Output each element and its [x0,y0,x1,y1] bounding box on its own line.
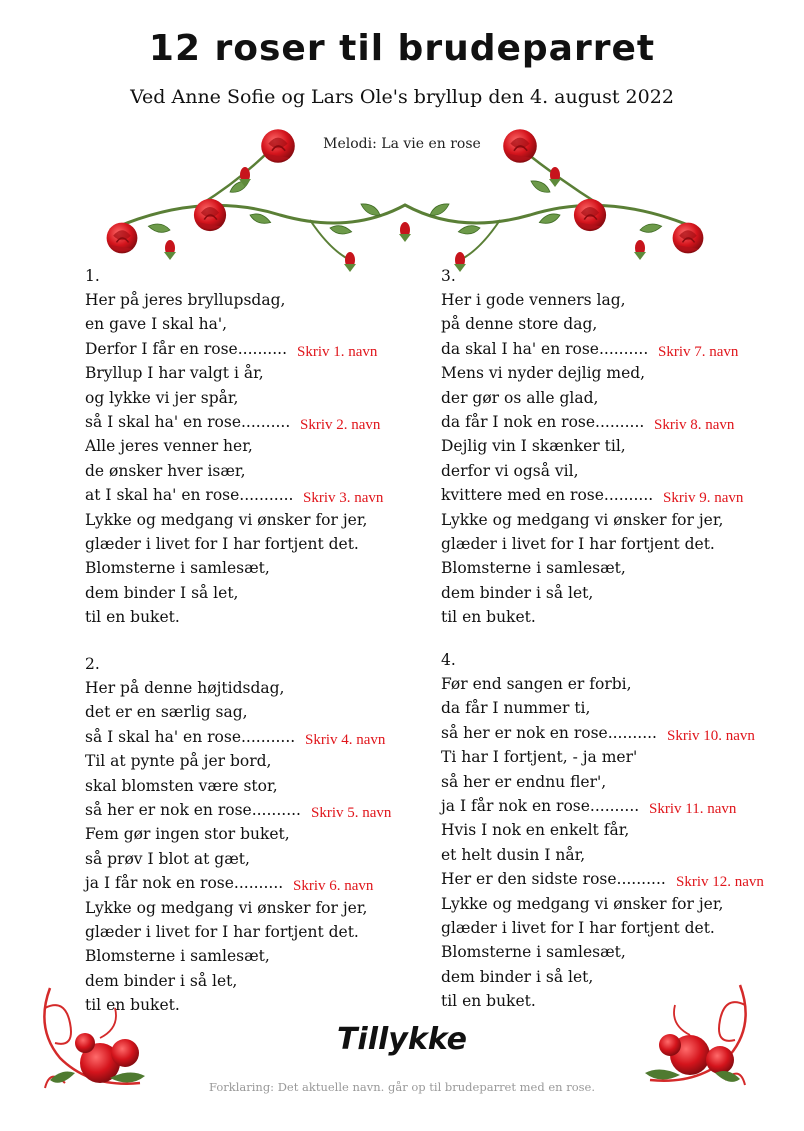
verse-line-text: glæder i livet for I har fortjent det. [441,918,715,937]
verse-line-text: Dejlig vin I skænker til, [441,437,626,456]
verse-line [441,696,723,720]
verse-line-text: da får I nummer ti, [441,699,591,718]
page-subtitle: Ved Anne Sofie og Lars Ole's bryllup den 4. august 2022 [130,86,674,108]
verse-line [85,822,367,846]
name-placeholder: Skriv 4. navn [305,731,386,748]
verse-line [441,483,744,507]
verse-1 [85,264,384,629]
name-placeholder: Skriv 3. navn [303,490,384,507]
verse-line-text: så her er nok en rose.......... [441,723,657,742]
name-placeholder: Skriv 12. navn [676,874,764,891]
verse-line [441,892,723,916]
verse-line-text: så her er endnu fler', [441,772,607,791]
name-placeholder: Skriv 11. navn [649,800,737,817]
verse-line-text: glæder i livet for I har fortjent det. [85,922,359,941]
verse-line-text: kvittere med en rose.......... [441,486,654,505]
verse-line-text: dem binder i så let, [85,971,238,990]
verse-line [85,700,367,724]
congratulations-heading: Tillykke [336,1022,468,1057]
name-placeholder: Skriv 5. navn [311,804,392,821]
verse-line [441,745,723,769]
verse-line-text: glæder i livet for I har fortjent det. [441,534,715,553]
verse-line-text: Her på jeres bryllupsdag, [85,291,286,309]
verse-line-text: Alle jeres venner her, [85,437,253,456]
verse-line-text: Her er den sidste rose.......... [441,870,666,889]
verse-line [441,508,723,532]
verse-line [441,288,723,312]
verse-line [441,459,723,483]
verse-line-text: og lykke vi jer spår, [85,388,239,407]
verse-line [85,896,367,920]
verse-line-text: til en buket. [441,608,536,627]
verse-line [85,556,367,580]
verse-line-text: skal blomsten være stor, [85,776,278,795]
verse-line [441,410,735,434]
verse-line [85,434,367,458]
verse-line-text: Fem gør ingen stor buket, [85,825,290,844]
name-placeholder: Skriv 9. navn [663,490,744,507]
verse-line-text: Lykke og medgang vi ønsker for jer, [441,894,724,913]
name-placeholder: Skriv 2. navn [300,416,381,433]
verse-number: 1. [85,267,100,285]
verse-line [85,871,374,895]
verse-line [441,386,723,410]
page-title: 12 roser til brudeparret [148,28,656,69]
verse-number: 3. [441,267,456,285]
verse-line-text: at I skal ha' en rose........... [85,486,294,505]
verse-line [85,798,392,822]
corner-rose-ornament-right [620,965,760,1105]
verse-line-text: Her på denne højtidsdag, [85,679,285,697]
verse-line [441,361,723,385]
verse-line-text: der gør os alle glad, [441,388,599,407]
verse-line [85,288,367,312]
name-placeholder: Skriv 1. navn [297,343,378,360]
name-placeholder: Skriv 8. navn [654,416,735,433]
verse-line [441,312,723,336]
verse-line [441,532,723,556]
verse-line-text: så I skal ha' en rose........... [85,727,296,746]
verse-number: 4. [441,651,456,669]
verse-line-text: Til at pynte på jer bord, [85,752,272,771]
name-placeholder: Skriv 7. navn [658,343,739,360]
verse-line [85,774,367,798]
verse-4 [441,648,764,1013]
verse-line-text: til en buket. [85,608,180,627]
verse-line [441,794,737,818]
verse-line-text: en gave I skal ha', [85,315,228,334]
verse-line-text: da får I nok en rose.......... [441,412,645,431]
verse-line-text: Mens vi nyder dejlig med, [441,364,646,383]
verse-line-text: Lykke og medgang vi ønsker for jer, [85,510,368,529]
verse-line [85,459,367,483]
verse-line-text: Blomsterne i samlesæt, [85,947,270,966]
verse-line [441,672,723,696]
verse-line-text: det er en særlig sag, [85,703,248,722]
verse-line-text: dem binder I så let, [85,583,239,602]
verse-line [85,581,367,605]
footnote: Forklaring: Det aktuelle navn. går op til brudeparret med en rose. [208,1080,596,1094]
verse-line-text: Bryllup I har valgt i år, [85,364,264,383]
verse-line [85,483,384,507]
verse-line [441,843,723,867]
verse-number: 2. [85,655,100,673]
verse-line-text: Blomsterne i samlesæt, [441,943,626,962]
verse-line-text: Her i gode venners lag, [441,291,626,309]
verse-line [85,312,367,336]
verse-line-text: de ønsker hver især, [85,461,246,480]
verse-3 [441,264,744,629]
verse-line [85,725,386,749]
verse-line-text: på denne store dag, [441,315,598,334]
verse-line-text: da skal I ha' en rose.......... [441,339,649,358]
verse-line [441,916,723,940]
verse-line-text: Derfor I får en rose.......... [85,339,287,358]
verse-line [441,581,723,605]
verse-line-text: derfor vi også vil, [441,461,579,480]
verse-line-text: et helt dusin I når, [441,845,586,864]
verse-line [441,721,755,745]
verse-line [85,532,367,556]
verse-line [85,386,367,410]
verse-line [85,749,367,773]
verse-line-text: dem binder i så let, [441,583,594,602]
corner-rose-ornament-left [30,968,170,1108]
verse-line-text: så I skal ha' en rose.......... [85,412,291,431]
verse-line [85,410,381,434]
verse-line-text: Hvis I nok en enkelt får, [441,821,630,840]
name-placeholder: Skriv 6. navn [293,878,374,895]
verse-line-text: så her er nok en rose.......... [85,800,301,819]
verse-line-text: Lykke og medgang vi ønsker for jer, [85,898,368,917]
verse-line-text: Før end sangen er forbi, [441,675,632,693]
verse-line [85,361,367,385]
verse-line-text: Lykke og medgang vi ønsker for jer, [441,510,724,529]
verse-line [85,337,378,361]
verse-line [441,434,723,458]
verse-line [85,944,367,968]
verse-line-text: til en buket. [441,992,536,1011]
verse-line [441,556,723,580]
name-placeholder: Skriv 10. navn [667,727,755,744]
verse-line-text: Blomsterne i samlesæt, [441,559,626,578]
verse-line-text: glæder i livet for I har fortjent det. [85,534,359,553]
verse-line [85,605,367,629]
verse-line [441,770,723,794]
verse-line-text: ja I får nok en rose.......... [441,796,640,815]
verse-line [85,847,367,871]
verse-line-text: Blomsterne i samlesæt, [85,559,270,578]
verse-line [441,818,723,842]
verse-line [441,605,723,629]
verse-2 [85,652,392,1017]
verse-line-text: ja I får nok en rose.......... [85,874,284,893]
verse-line [441,940,723,964]
verse-line-text: så prøv I blot at gæt, [85,849,250,868]
melody-label: Melodi: La vie en rose [323,136,481,152]
verse-line [441,337,739,361]
verse-line-text: Ti har I fortjent, - ja mer' [441,748,638,767]
verse-line [85,676,367,700]
verse-line [85,508,367,532]
verse-line-text: dem binder i så let, [441,967,594,986]
verse-line [85,920,367,944]
verse-line [441,867,764,891]
verse-line-text: til en buket. [85,996,180,1015]
